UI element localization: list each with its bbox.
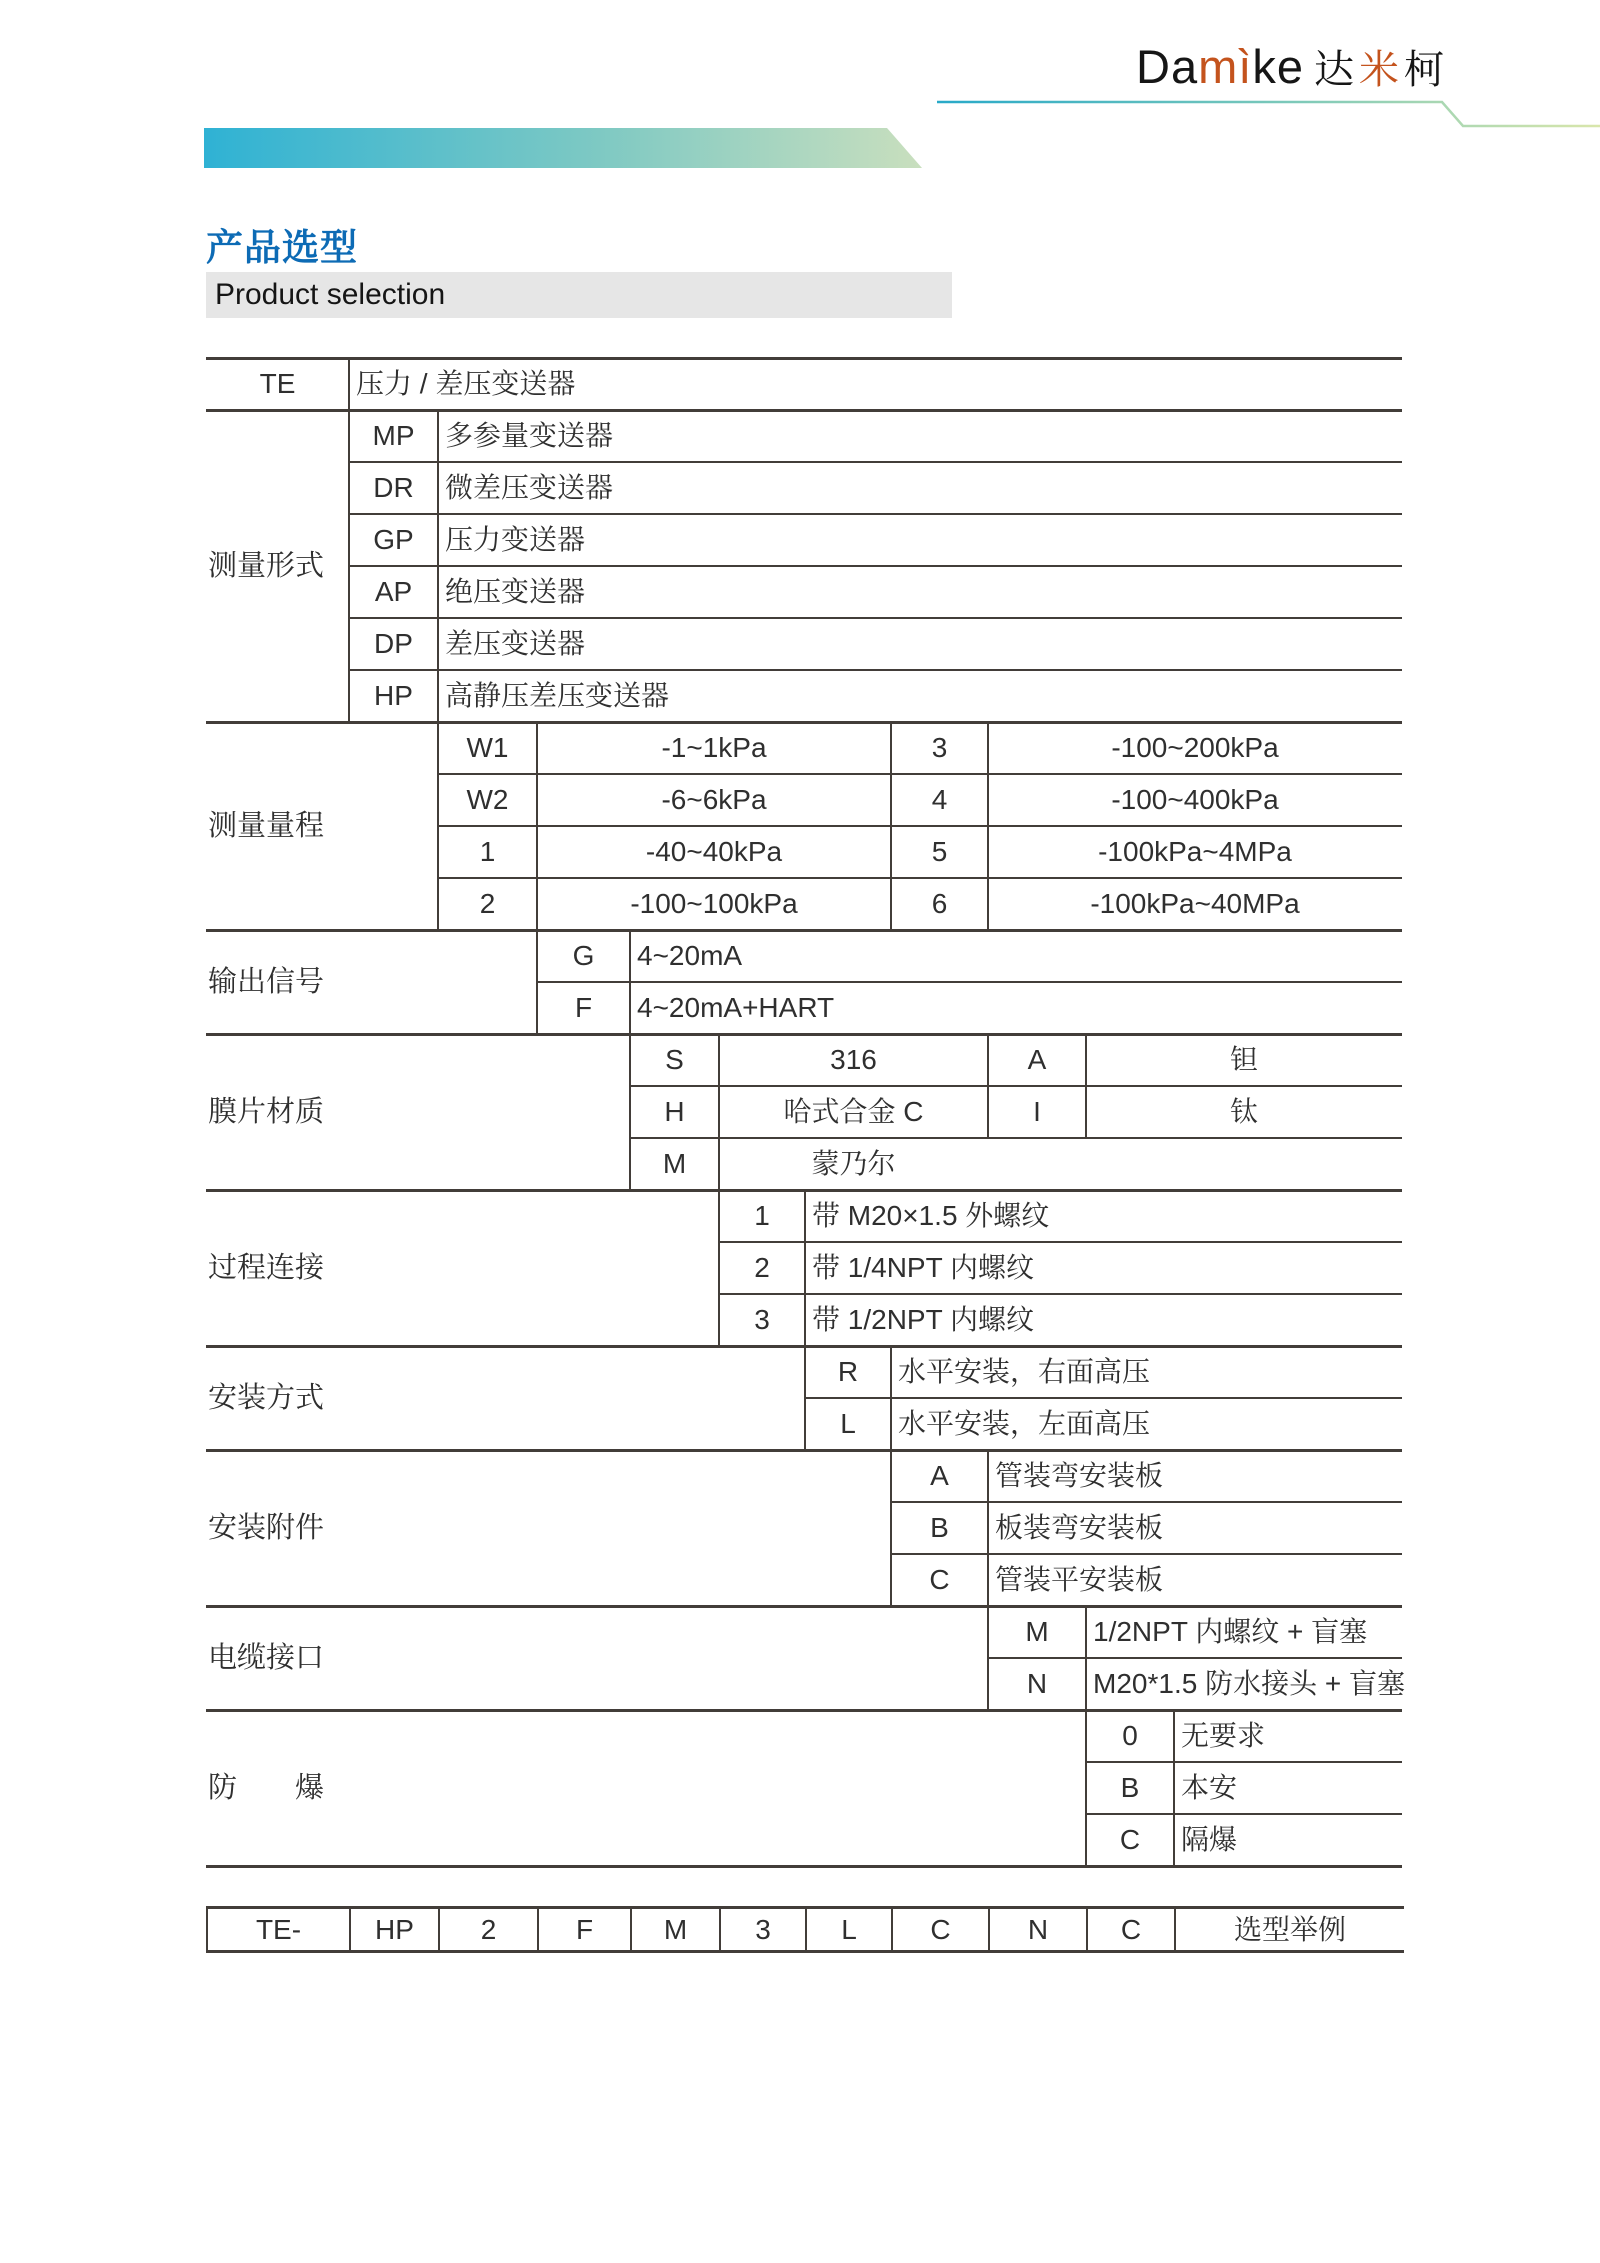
- desc-cell: -100~400kPa: [1111, 784, 1279, 815]
- page-title: 产品选型: [206, 227, 358, 268]
- column-divider: [1085, 1710, 1087, 1866]
- code-cell: 2: [479, 888, 496, 919]
- desc-cell: 1/2NPT 内螺纹 + 盲塞: [1093, 1616, 1368, 1647]
- desc-cell: -6~6kPa: [661, 784, 767, 815]
- code-cell: HP: [374, 680, 413, 711]
- desc-cell: 哈式合金 C: [783, 1096, 924, 1127]
- code-cell: A: [1027, 1044, 1047, 1075]
- example-cell-cable: N: [990, 1909, 1088, 1950]
- desc-cell: 水平安装，左面高压: [898, 1408, 1151, 1439]
- code-cell: 0: [1122, 1720, 1138, 1751]
- code-cell: G: [572, 940, 595, 971]
- desc-cell: 绝压变送器: [445, 576, 586, 607]
- column-divider: [536, 930, 538, 1034]
- logo-cjk-accent: 米: [1358, 48, 1404, 92]
- code-cell: M: [662, 1148, 687, 1179]
- code-cell: S: [665, 1044, 684, 1075]
- column-divider: [890, 1346, 892, 1450]
- section-label: 膜片材质: [208, 1096, 325, 1128]
- column-divider: [348, 358, 350, 410]
- section-label: 测量形式: [208, 550, 325, 582]
- column-divider: [348, 410, 350, 722]
- desc-cell: 带 1/4NPT 内螺纹: [812, 1252, 1034, 1283]
- desc-cell: 差压变送器: [445, 628, 586, 659]
- code-cell: B: [1120, 1772, 1140, 1803]
- code-cell: W1: [466, 732, 509, 763]
- column-divider: [1085, 1606, 1087, 1710]
- code-cell: N: [1026, 1668, 1048, 1699]
- table-bottom-border: [206, 1865, 1402, 1868]
- code-cell: GP: [373, 524, 414, 555]
- code-cell: C: [929, 1564, 950, 1595]
- section-label: 输出信号: [208, 966, 325, 998]
- column-divider: [804, 1346, 806, 1450]
- example-cell-exproof: C: [1088, 1909, 1176, 1950]
- desc-cell: 管装平安装板: [995, 1564, 1164, 1595]
- desc-cell: 钽: [1229, 1044, 1258, 1075]
- example-cell-range: 2: [440, 1909, 539, 1950]
- code-cell: 6: [931, 888, 948, 919]
- desc-cell: 水平安装，右面高压: [898, 1356, 1151, 1387]
- code-cell: 3: [754, 1304, 770, 1335]
- section-label: 电缆接口: [208, 1642, 325, 1674]
- column-divider: [890, 722, 892, 930]
- desc-cell: -1~1kPa: [661, 732, 767, 763]
- code-cell: C: [1119, 1824, 1141, 1855]
- column-divider: [1173, 1710, 1175, 1866]
- example-cell-form: HP: [351, 1909, 440, 1950]
- logo-latin-prefix: Da: [1136, 40, 1199, 93]
- column-divider: [804, 1190, 806, 1346]
- code-cell: 5: [931, 836, 948, 867]
- desc-cell: 高静压差压变送器: [445, 680, 670, 711]
- desc-cell: 隔爆: [1181, 1824, 1238, 1855]
- column-divider: [536, 722, 538, 930]
- code-cell: 1: [754, 1200, 770, 1231]
- section-label: 防 爆: [208, 1772, 325, 1804]
- code-cell: M: [1025, 1616, 1049, 1647]
- code-cell: W2: [466, 784, 509, 815]
- desc-cell: M20*1.5 防水接头 + 盲塞: [1093, 1668, 1405, 1699]
- desc-cell: 多参量变送器: [445, 420, 614, 451]
- desc-cell: 蒙乃尔: [811, 1148, 896, 1179]
- desc-cell: -100~200kPa: [1111, 732, 1279, 763]
- column-divider: [437, 722, 439, 930]
- desc-cell: 带 M20×1.5 外螺纹: [812, 1200, 1050, 1231]
- column-divider: [629, 1034, 631, 1190]
- code-cell: TE: [259, 368, 296, 399]
- code-cell: H: [664, 1096, 685, 1127]
- code-cell: 2: [754, 1252, 770, 1283]
- page-subtitle: Product selection: [215, 278, 446, 311]
- logo-latin-suffix: ke: [1252, 40, 1304, 93]
- code-cell: L: [840, 1408, 856, 1439]
- desc-cell: -100kPa~4MPa: [1098, 836, 1292, 867]
- code-cell: DP: [374, 628, 413, 659]
- desc-cell: 带 1/2NPT 内螺纹: [812, 1304, 1034, 1335]
- section-label: 测量量程: [208, 810, 325, 842]
- code-cell: F: [574, 992, 593, 1023]
- desc-cell: 4~20mA+HART: [637, 992, 835, 1023]
- example-row-caption: 选型举例: [1233, 1914, 1346, 1945]
- section-label: 安装方式: [208, 1382, 325, 1414]
- example-cell-diaphragm: M: [632, 1909, 721, 1950]
- code-cell: MP: [372, 420, 415, 451]
- code-cell: DR: [373, 472, 414, 503]
- logo-cjk-prefix: 达: [1313, 48, 1359, 92]
- column-divider: [987, 1450, 989, 1606]
- code-cell: AP: [374, 576, 413, 607]
- example-cell-accessory: C: [893, 1909, 990, 1950]
- logo-latin-accent: mì: [1198, 40, 1253, 93]
- desc-cell: 微差压变送器: [445, 472, 614, 503]
- example-cell-mounting: L: [807, 1909, 893, 1950]
- section-label: 过程连接: [208, 1252, 325, 1284]
- example-cell-connection: 3: [721, 1909, 807, 1950]
- desc-cell: 4~20mA: [637, 940, 743, 971]
- column-divider: [629, 930, 631, 1034]
- column-divider: [987, 722, 989, 930]
- example-row: [206, 1906, 1404, 1953]
- desc-cell: 无要求: [1181, 1720, 1266, 1751]
- example-cell-output: F: [539, 1909, 632, 1950]
- desc-cell: 板装弯安装板: [995, 1512, 1164, 1543]
- code-cell: I: [1033, 1096, 1041, 1127]
- desc-cell: 管装弯安装板: [995, 1460, 1164, 1491]
- section-label: 安装附件: [208, 1512, 325, 1544]
- column-divider: [987, 1606, 989, 1710]
- code-cell: B: [930, 1512, 949, 1543]
- column-divider: [1085, 1034, 1087, 1138]
- desc-cell: 本安: [1181, 1772, 1238, 1803]
- logo-cjk-suffix: 柯: [1403, 48, 1449, 92]
- code-cell: R: [837, 1356, 859, 1387]
- desc-cell: 压力 / 差压变送器: [356, 368, 576, 399]
- desc-cell: -100kPa~40MPa: [1090, 888, 1300, 919]
- code-cell: 3: [931, 732, 948, 763]
- desc-cell: 316: [830, 1044, 877, 1075]
- code-cell: A: [930, 1460, 949, 1491]
- desc-cell: -100~100kPa: [630, 888, 798, 919]
- example-cell-series: TE-: [208, 1909, 351, 1950]
- column-divider: [718, 1190, 720, 1346]
- column-divider: [718, 1034, 720, 1190]
- column-divider: [987, 1034, 989, 1138]
- desc-cell: 钛: [1229, 1096, 1258, 1127]
- desc-cell: 压力变送器: [445, 524, 586, 555]
- desc-cell: -40~40kPa: [645, 836, 783, 867]
- column-divider: [890, 1450, 892, 1606]
- column-divider: [437, 410, 439, 722]
- code-cell: 1: [479, 836, 496, 867]
- code-cell: 4: [931, 784, 948, 815]
